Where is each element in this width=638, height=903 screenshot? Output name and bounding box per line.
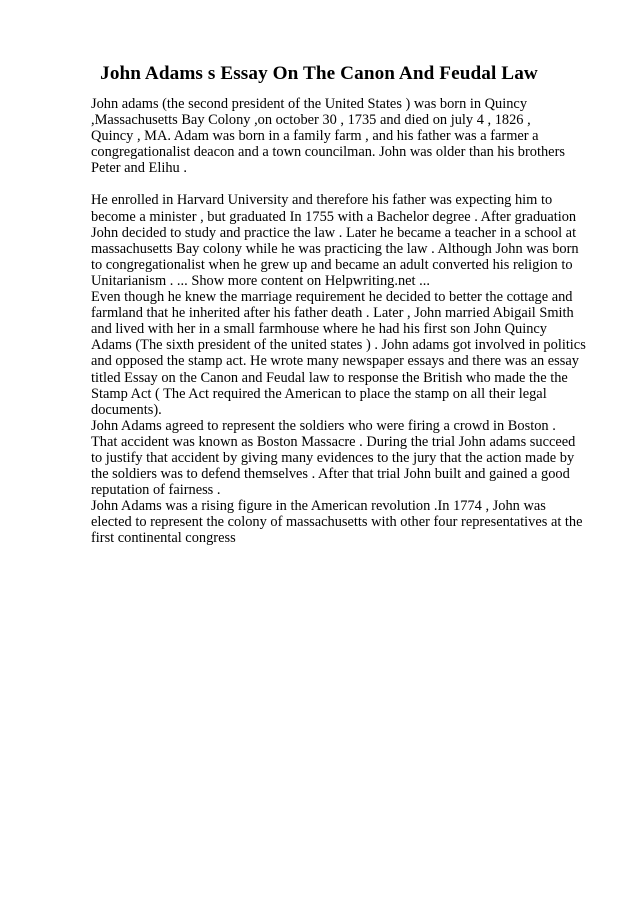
text-line: documents).: [91, 401, 162, 418]
text-line: He enrolled in Harvard University and therefore his father was expecting him to: [91, 192, 553, 209]
paragraph-2: [91, 192, 621, 289]
document-body: [91, 96, 621, 547]
paragraph-4: [91, 418, 621, 498]
text-line: farmland that he inherited after his father death . Later , John married Abigail Smith: [91, 305, 574, 322]
paragraph-1: [91, 96, 621, 176]
text-line: Even though he knew the marriage requirement he decided to better the cottage and: [91, 289, 573, 306]
text-line: congregationalist deacon and a town councilman. John was older than his brothers: [91, 144, 565, 161]
text-line: to justify that accident by giving many evidences to the jury that the action made by: [91, 449, 575, 466]
text-line: John Adams agreed to represent the soldiers who were firing a crowd in Boston .: [91, 417, 556, 434]
text-line: ,Massachusetts Bay Colony ,on october 30 , 1735 and died on july 4 , 1826 ,: [91, 112, 531, 129]
text-line: Peter and Elihu .: [91, 160, 187, 177]
text-line: massachusetts Bay colony while he was practicing the law . Although John was born: [91, 240, 579, 257]
text-line: That accident was known as Boston Massacre . During the trial John adams succeed: [91, 433, 576, 450]
text-line: first continental congress: [91, 530, 236, 547]
paragraph-3: [91, 289, 621, 418]
text-line: to congregationalist when he grew up and became an adult converted his religion to: [91, 256, 573, 273]
paragraph-5: [91, 498, 621, 546]
text-line: John decided to study and practice the law . Later he became a teacher in a school at: [91, 224, 577, 241]
text-line: and opposed the stamp act. He wrote many newspaper essays and there was an essay: [91, 353, 579, 370]
text-line: Stamp Act ( The Act required the American to place the stamp on all their legal: [91, 385, 547, 402]
text-line: elected to represent the colony of massachusetts with other four representatives at the: [91, 514, 583, 531]
text-line: John Adams was a rising figure in the American revolution .In 1774 , John was: [91, 498, 546, 515]
text-line: Unitarianism . ... Show more content on Helpwriting.net ...: [91, 272, 430, 289]
paragraph-gap: [91, 176, 621, 192]
text-line: John adams (the second president of the United States ) was born in Quincy: [91, 96, 528, 112]
text-line: reputation of fairness .: [91, 482, 221, 499]
document-title: John Adams s Essay On The Canon And Feudal Law: [100, 63, 538, 84]
text-line: titled Essay on the Canon and Feudal law to response the British who made the the: [91, 369, 568, 386]
text-line: the soldiers was to defend themselves . After that trial John built and gained a good: [91, 466, 570, 483]
text-line: Quincy , MA. Adam was born in a family farm , and his father was a farmer a: [91, 128, 539, 145]
text-line: become a minister , but graduated In 1755 with a Bachelor degree . After graduation: [91, 208, 577, 225]
text-line: and lived with her in a small farmhouse where he had his first son John Quincy: [91, 321, 548, 338]
text-line: Adams (The sixth president of the united states ) . John adams got involved in politics: [91, 337, 586, 354]
